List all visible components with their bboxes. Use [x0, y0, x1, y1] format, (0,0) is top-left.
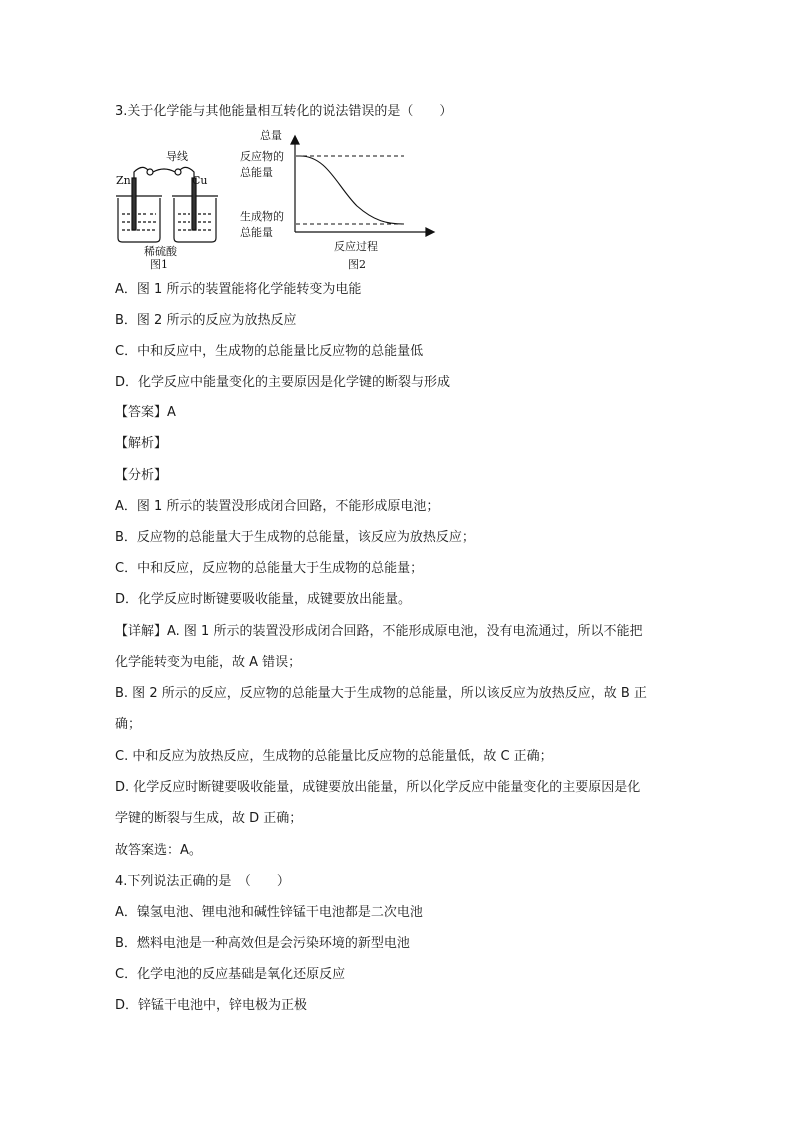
q3-figure — [112, 126, 442, 276]
fig2-energy-curve — [300, 156, 404, 224]
q3-figure-svg — [112, 126, 442, 276]
fig2-axes — [291, 136, 434, 236]
q4-option-c: C．化学电池的反应基础是氧化还原反应 — [115, 967, 346, 982]
q3-stem: 3.关于化学能与其他能量相互转化的说法错误的是（ ） — [115, 104, 453, 119]
fig2-curves — [296, 156, 404, 224]
q3-analysis-head: 【解析】 — [115, 436, 168, 451]
left-beaker — [118, 198, 160, 242]
wire-left — [134, 167, 148, 178]
q3-detail-5: C. 中和反应为放热反应，生成物的总能量比反应物的总能量低，故 C 正确； — [115, 749, 553, 764]
fig1-wire-label: 导线 — [166, 150, 188, 163]
q3-detail-7: 学键的断裂与生成，故 D 正确； — [115, 811, 303, 826]
wire-clip-left — [147, 169, 153, 175]
left-solution — [122, 214, 156, 230]
fig1-caption: 图1 — [150, 258, 168, 271]
q4-option-a: A．镍氢电池、锂电池和碱性锌锰干电池都是二次电池 — [115, 905, 423, 920]
q3-detail-8: 故答案选：A。 — [115, 843, 202, 858]
q3-detail-6: D. 化学反应时断键要吸收能量，成键要放出能量，所以化学反应中能量变化的主要原因是化 — [115, 780, 641, 795]
q3-fenxi-a: A．图 1 所示的装置没形成闭合回路，不能形成原电池； — [115, 499, 440, 514]
q4-stem: 4.下列说法正确的是 （ ） — [115, 874, 290, 889]
q4-option-b: B．燃料电池是一种高效但是会污染环境的新型电池 — [115, 936, 410, 951]
q3-detail-3: B. 图 2 所示的反应，反应物的总能量大于生成物的总能量，所以该反应为放热反应，故 B 正 — [115, 686, 647, 701]
q3-option-d: D．化学反应中能量变化的主要原因是化学键的断裂与形成 — [115, 375, 451, 390]
q3-detail-1: 【详解】A. 图 1 所示的装置没形成闭合回路，不能形成原电池，没有电流通过，所以不能把 — [115, 624, 643, 639]
q3-detail-2: 化学能转变为电能，故 A 错误； — [115, 655, 302, 670]
q3-fenxi-d: D．化学反应时断键要吸收能量，成键要放出能量。 — [115, 592, 412, 607]
fig1-cu-label: Cu — [192, 174, 208, 187]
zn-electrode — [132, 178, 136, 230]
q3-option-a: A．图 1 所示的装置能将化学能转变为电能 — [115, 282, 362, 297]
fig2-x-label: 反应过程 — [334, 240, 378, 253]
wire-top — [153, 169, 175, 172]
fig2-reactant-label-2: 总能量 — [240, 166, 273, 179]
q3-fenxi-b: B．反应物的总能量大于生成物的总能量，该反应为放热反应； — [115, 530, 475, 545]
q3-fenxi-c: C．中和反应，反应物的总能量大于生成物的总能量； — [115, 561, 424, 576]
wire-clip-right — [175, 169, 181, 175]
fig2-y-arrow — [291, 136, 299, 144]
fig2-product-label-2: 总能量 — [240, 226, 273, 239]
fig1-solution-label: 稀硫酸 — [144, 245, 177, 258]
fig2-caption: 图2 — [348, 258, 366, 271]
fig2-y-label: 总量 — [260, 129, 282, 142]
q3-answer: 【答案】A — [115, 405, 176, 420]
q3-fenxi-head: 【分析】 — [115, 468, 168, 483]
fig2-reactant-label-1: 反应物的 — [240, 150, 284, 163]
q3-option-c: C．中和反应中，生成物的总能量比反应物的总能量低 — [115, 344, 424, 359]
fig1-zn-label: Zn — [116, 174, 131, 187]
q3-detail-4: 确； — [115, 717, 142, 732]
fig2-product-label-1: 生成物的 — [240, 210, 284, 223]
q4-option-d: D．锌锰干电池中，锌电极为正极 — [115, 998, 308, 1013]
q3-option-b: B．图 2 所示的反应为放热反应 — [115, 313, 297, 328]
fig2-x-arrow — [426, 228, 434, 236]
